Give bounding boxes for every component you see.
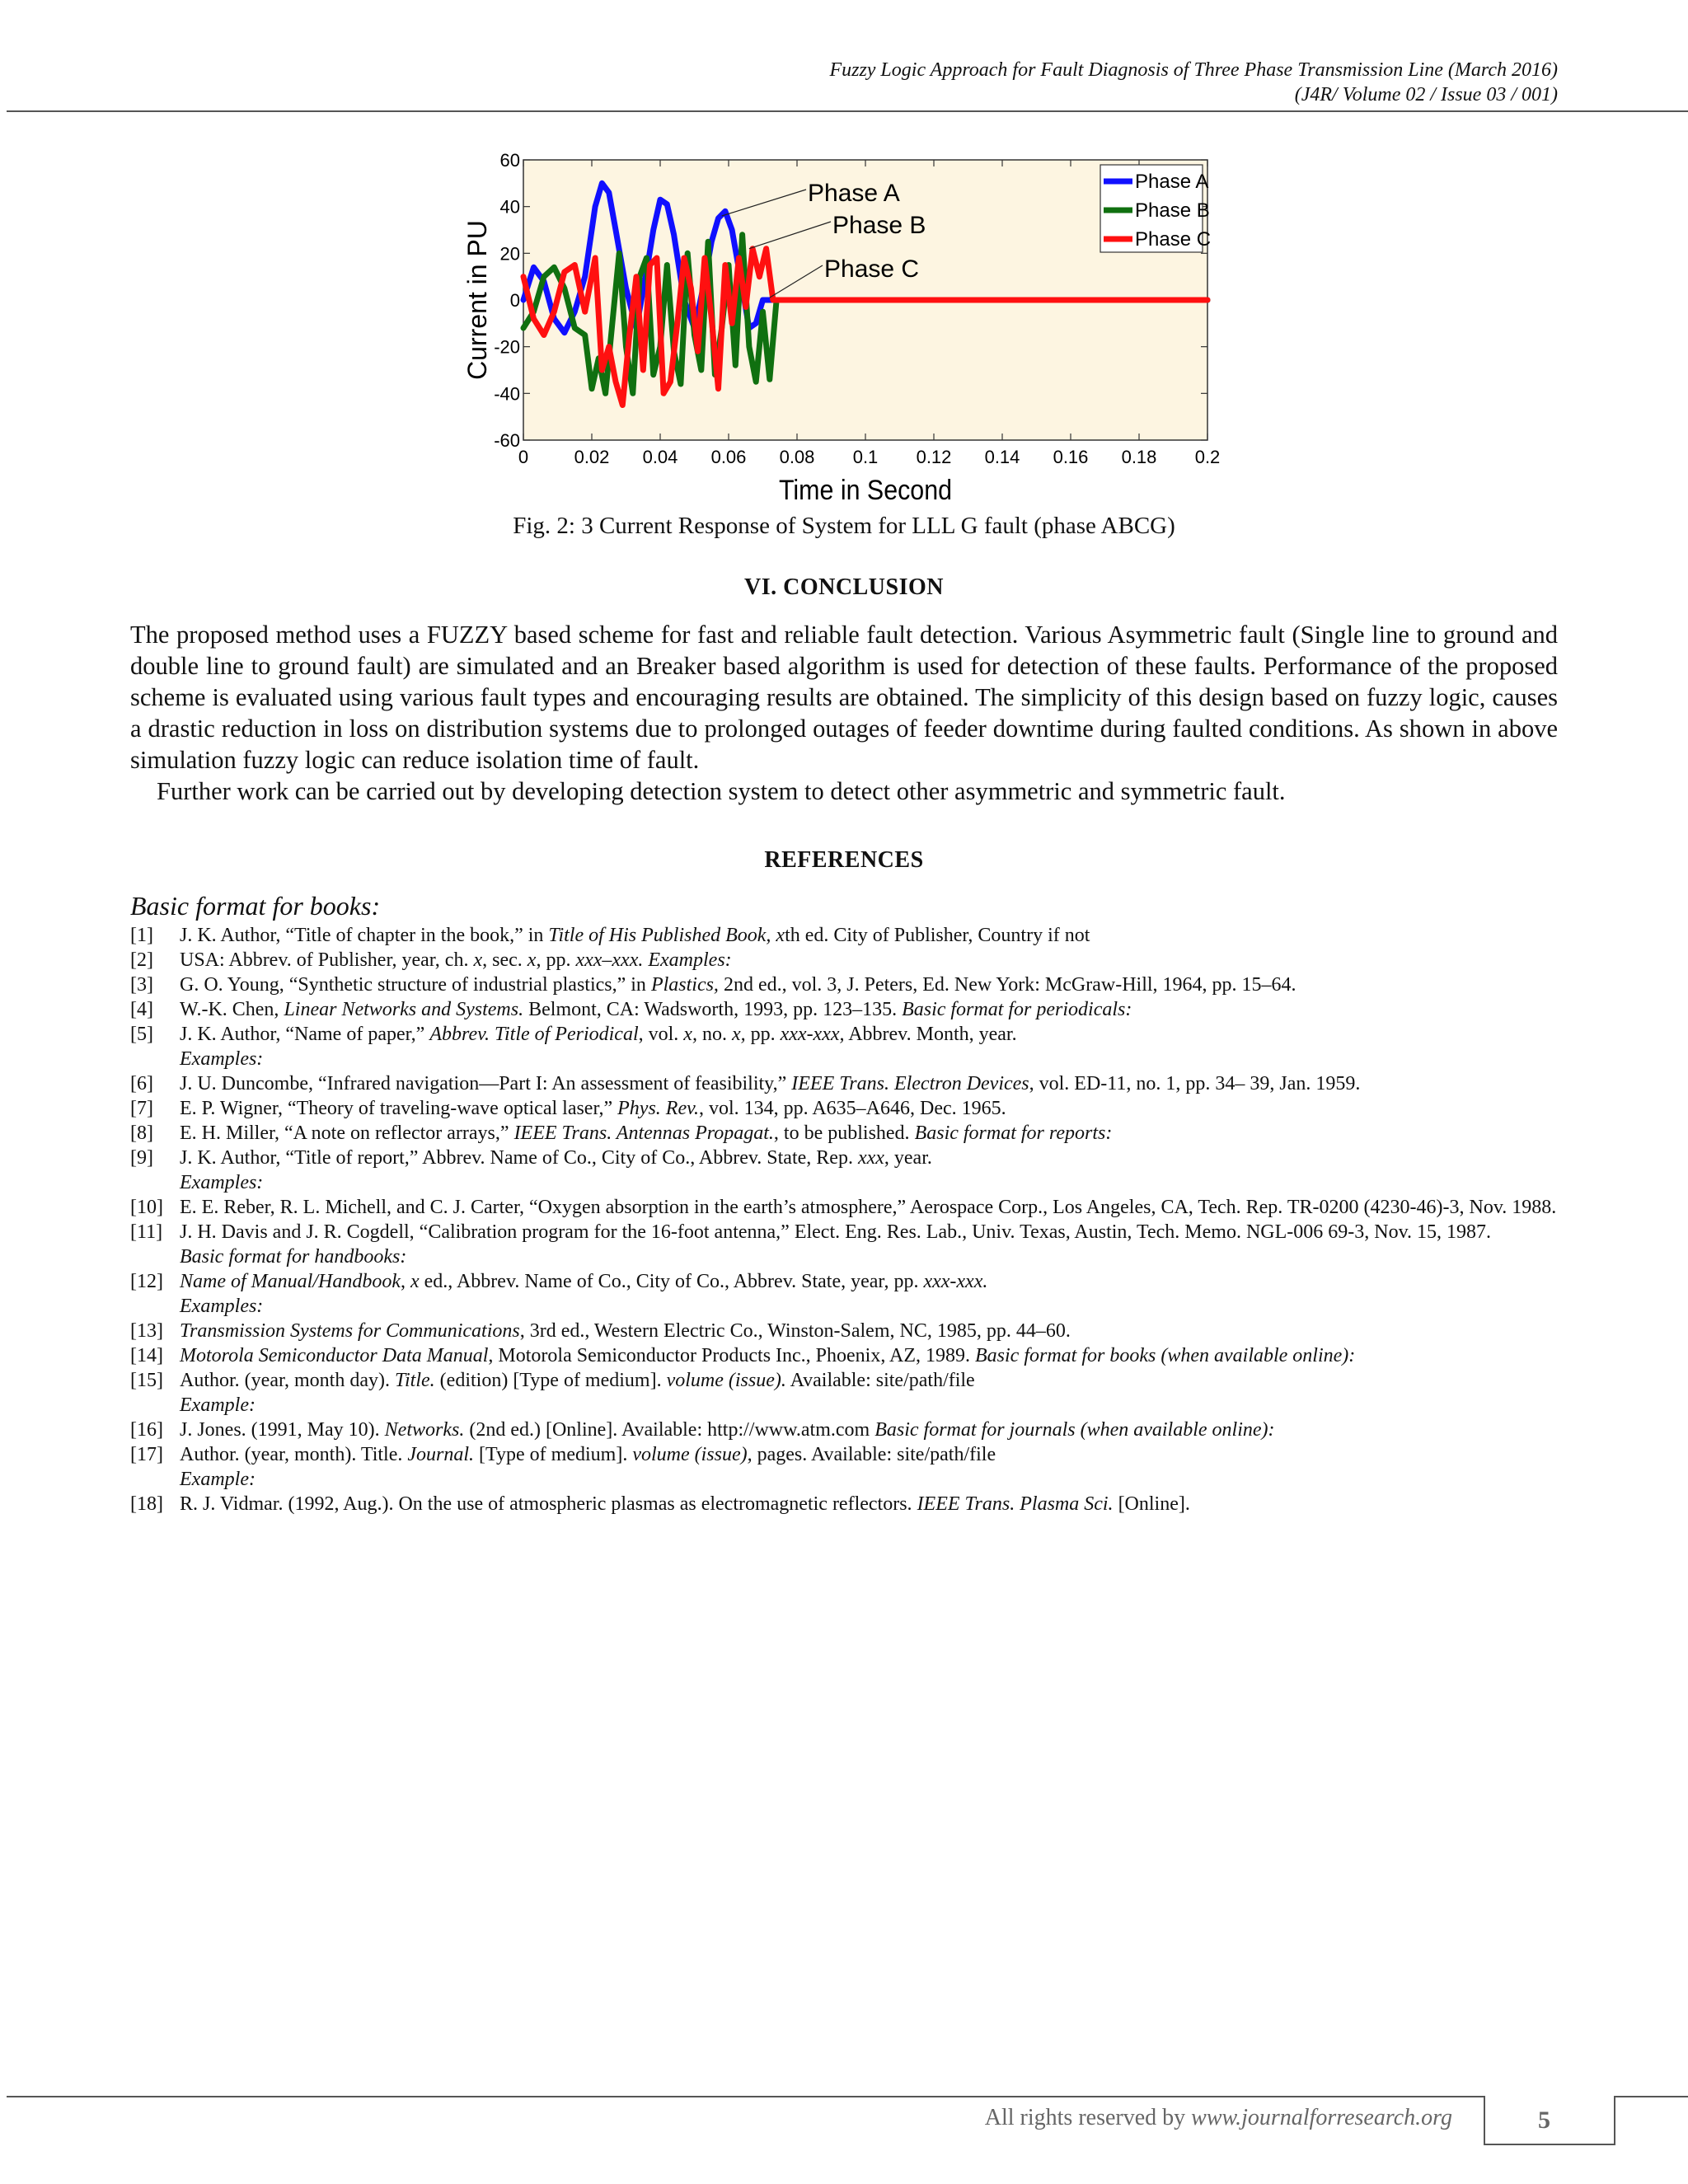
annotation-label: Phase B — [832, 212, 926, 239]
y-tick-label: -20 — [494, 336, 520, 358]
reference-item — [130, 972, 1558, 997]
reference-text: G. O. Young, “Synthetic structure of industrial plastics,” in Plastics, 2nd ed., vol. 3, J. Peters, Ed. New York: McGraw-Hill, 1964, pp. 15–64. — [180, 974, 1296, 996]
x-axis-label: Time in Second — [779, 475, 952, 506]
conclusion-body — [130, 619, 1558, 807]
reference-text: Transmission Systems for Communications, 3rd ed., Western Electric Co., Winston-Salem, NC, 1985, pp. 44–60. — [180, 1320, 1071, 1342]
reference-text: W.-K. Chen, Linear Networks and Systems. Belmont, CA: Wadsworth, 1993, pp. 123–135. Basic format for periodicals: — [180, 999, 1132, 1020]
reference-text: Author. (year, month day). Title. (edition) [Type of medium]. volume (issue). Available: site/path/file — [180, 1370, 975, 1391]
reference-number: [14] — [130, 1345, 163, 1366]
reference-item — [130, 1319, 1558, 1343]
reference-number: [12] — [130, 1271, 163, 1292]
reference-text: Name of Manual/Handbook, x ed., Abbrev. Name of Co., City of Co., Abbrev. State, year, pp. xxx-xxx. — [180, 1271, 988, 1292]
reference-item — [130, 1220, 1558, 1244]
reference-text: R. J. Vidmar. (1992, Aug.). On the use of atmospheric plasmas as electromagnetic reflectors. IEEE Trans. Plasma Sci. [Online]. — [180, 1493, 1190, 1515]
reference-subnote: Examples: — [180, 1172, 264, 1193]
running-header — [829, 58, 1558, 107]
reference-subnote: Examples: — [180, 1296, 264, 1317]
x-tick-label: 0.06 — [710, 447, 747, 467]
x-tick-label: 0.08 — [779, 447, 815, 467]
reference-number: [2] — [130, 949, 153, 971]
reference-item — [130, 1343, 1558, 1368]
reference-text: J. Jones. (1991, May 10). Networks. (2nd ed.) [Online]. Available: http://www.atm.com Basic format for journals (when available online): — [180, 1419, 1275, 1441]
x-tick-label: 0.16 — [1053, 447, 1089, 467]
header-rule — [7, 110, 1688, 112]
x-tick-label: 0.2 — [1194, 447, 1221, 467]
page-number-box-right — [1614, 2096, 1615, 2144]
reference-number: [17] — [130, 1444, 163, 1465]
reference-item — [130, 1368, 1558, 1393]
copyright-notice: All rights reserved by www.journalforresearch.org — [984, 2105, 1452, 2130]
y-tick-label: 0 — [509, 290, 520, 311]
y-tick-label: 40 — [499, 196, 520, 218]
x-tick-label: 0.18 — [1121, 447, 1157, 467]
reference-subnote: Example: — [180, 1469, 256, 1490]
x-tick-label: 0.02 — [574, 447, 610, 467]
reference-item — [130, 1121, 1558, 1146]
y-tick-label: 20 — [499, 243, 520, 265]
reference-number: [3] — [130, 974, 153, 996]
reference-item — [130, 1442, 1558, 1467]
references-heading: REFERENCES — [764, 847, 924, 873]
reference-number: [15] — [130, 1370, 163, 1391]
reference-text: J. K. Author, “Title of report,” Abbrev. Name of Co., City of Co., Abbrev. State, Rep. xxx, year. — [180, 1147, 932, 1169]
y-tick-label: -40 — [494, 383, 520, 405]
reference-number: [7] — [130, 1098, 153, 1119]
x-tick-label: 0.04 — [642, 447, 678, 467]
reference-number: [16] — [130, 1419, 163, 1441]
footer-rule-right — [1614, 2096, 1688, 2097]
y-tick-label: 60 — [499, 150, 520, 171]
reference-number: [4] — [130, 999, 153, 1020]
reference-item — [130, 1096, 1558, 1121]
reference-subnote: Basic format for handbooks: — [180, 1246, 407, 1268]
reference-text: E. E. Reber, R. L. Michell, and C. J. Carter, “Oxygen absorption in the earth’s atmosphere,” Aerospace Corp., Los Angeles, CA, Tech. Rep. TR-0200 (4230-46)-3, Nov. 1988. — [180, 1197, 1557, 1218]
current-response-chart — [445, 145, 1236, 524]
reference-text: E. H. Miller, “A note on reflector arrays,” IEEE Trans. Antennas Propagat., to be published. Basic format for reports: — [180, 1122, 1113, 1144]
reference-item — [130, 948, 1558, 972]
x-tick-label: 0.1 — [852, 447, 879, 467]
y-tick-label: -60 — [494, 430, 520, 451]
x-tick-label: 0.14 — [984, 447, 1020, 467]
reference-item — [130, 1022, 1558, 1047]
references-list — [130, 890, 1558, 1516]
reference-text: Author. (year, month). Title. Journal. [Type of medium]. volume (issue), pages. Available: site/path/file — [180, 1444, 996, 1465]
reference-text: J. K. Author, “Title of chapter in the book,” in Title of His Published Book, xth ed. City of Publisher, Country if not — [180, 925, 1090, 946]
x-tick-label: 0.12 — [916, 447, 952, 467]
reference-number: [8] — [130, 1122, 153, 1144]
reference-number: [6] — [130, 1073, 153, 1094]
conclusion-heading: VI. CONCLUSION — [744, 574, 944, 600]
figure-caption: Fig. 2: 3 Current Response of System for LLL G fault (phase ABCG) — [513, 513, 1175, 539]
conclusion-paragraph-1: The proposed method uses a FUZZY based scheme for fast and reliable fault detection. Various Asymmetric fault (Single line to ground and double line to ground fault) are simulated and an Breaker based algorithm is used for detection of these faults. Performance of the proposed scheme is evaluated using various fault types and encouraging results are obtained. The simplicity of this design based on fuzzy logic, causes a drastic reduction in loss on distribution systems due to prolonged outages of feeder downtime during faulted conditions. As shown in above simulation fuzzy logic can reduce isolation time of fault. — [130, 621, 1558, 774]
reference-number: [13] — [130, 1320, 163, 1342]
reference-text: J. U. Duncombe, “Infrared navigation—Part I: An assessment of feasibility,” IEEE Trans. Electron Devices, vol. ED-11, no. 1, pp. 34– 39, Jan. 1959. — [180, 1073, 1361, 1094]
annotation-label: Phase C — [824, 255, 920, 283]
reference-number: [9] — [130, 1147, 153, 1169]
annotation-label: Phase A — [808, 180, 900, 207]
reference-item — [130, 923, 1558, 948]
footer-divider — [1484, 2096, 1485, 2144]
y-axis-label: Current in PU — [462, 220, 492, 380]
reference-item — [130, 1269, 1558, 1294]
reference-text: Motorola Semiconductor Data Manual, Motorola Semiconductor Products Inc., Phoenix, AZ, 1989. Basic format for books (when available online): — [180, 1345, 1356, 1366]
legend-label: Phase B — [1135, 199, 1210, 222]
reference-number: [10] — [130, 1197, 163, 1218]
reference-number: [1] — [130, 925, 153, 946]
reference-item — [130, 1418, 1558, 1442]
reference-item — [130, 1492, 1558, 1516]
reference-number: [5] — [130, 1024, 153, 1045]
reference-text: J. K. Author, “Name of paper,” Abbrev. Title of Periodical, vol. x, no. x, pp. xxx-xxx, Abbrev. Month, year. — [180, 1024, 1017, 1045]
reference-subnote: Examples: — [180, 1048, 264, 1070]
reference-item — [130, 997, 1558, 1022]
footer-rule — [7, 2096, 1484, 2097]
header-volume: (J4R/ Volume 02 / Issue 03 / 001) — [1294, 84, 1558, 105]
reference-text: J. H. Davis and J. R. Cogdell, “Calibration program for the 16-foot antenna,” Elect. Eng. Res. Lab., Univ. Texas, Austin, Tech. Memo. NGL-006 69-3, Nov. 15, 1987. — [180, 1221, 1492, 1243]
reference-text: USA: Abbrev. of Publisher, year, ch. x, sec. x, pp. xxx–xxx. Examples: — [180, 949, 732, 971]
x-tick-label: 0 — [518, 447, 529, 467]
reference-number: [18] — [130, 1493, 163, 1515]
books-format-label: Basic format for books: — [130, 891, 381, 921]
reference-item — [130, 1195, 1558, 1220]
reference-subnote: Example: — [180, 1394, 256, 1416]
reference-number: [11] — [130, 1221, 163, 1243]
header-title: Fuzzy Logic Approach for Fault Diagnosis of Three Phase Transmission Line (March 2016) — [829, 59, 1558, 81]
page-number: 5 — [1538, 2107, 1550, 2134]
legend-label: Phase C — [1135, 228, 1212, 251]
reference-item — [130, 1146, 1558, 1170]
page-number-box-bottom — [1484, 2144, 1615, 2145]
reference-item — [130, 1071, 1558, 1096]
conclusion-paragraph-2: Further work can be carried out by developing detection system to detect other asymmetric and symmetric fault. — [157, 777, 1286, 805]
legend-label: Phase A — [1135, 171, 1209, 193]
reference-text: E. P. Wigner, “Theory of traveling-wave optical laser,” Phys. Rev., vol. 134, pp. A635–A646, Dec. 1965. — [180, 1098, 1006, 1119]
journal-link[interactable]: www.journalforresearch.org — [1191, 2105, 1452, 2130]
